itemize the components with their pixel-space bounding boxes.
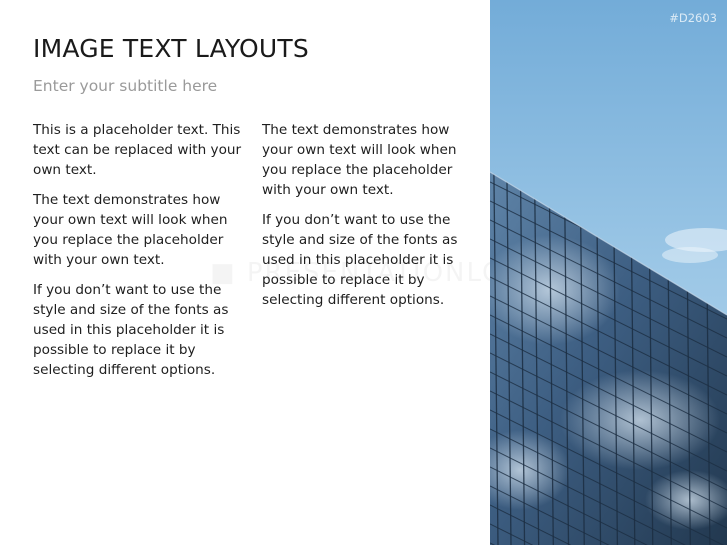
building-photo bbox=[490, 0, 727, 545]
reference-code: #D2603 bbox=[669, 11, 717, 25]
slide-title: IMAGE TEXT LAYOUTS bbox=[33, 34, 309, 63]
paragraph: If you don’t want to use the style and size of the fonts as used in this placeholder it is possible to replace it by selecting different options. bbox=[262, 212, 458, 308]
paragraph: This is a placeholder text. This text can be replaced with your own text. bbox=[33, 122, 242, 178]
paragraph: If you don’t want to use the style and size of the fonts as used in this placeholder it is possible to replace it by selecting different options. bbox=[33, 282, 229, 378]
text-column-left bbox=[33, 120, 248, 390]
slide-subtitle: Enter your subtitle here bbox=[33, 77, 218, 95]
paragraph: The text demonstrates how your own text will look when you replace the placeholder with your own text. bbox=[262, 122, 457, 198]
paragraph: The text demonstrates how your own text will look when you replace the placeholder with your own text. bbox=[33, 192, 228, 268]
text-column-right bbox=[262, 120, 480, 320]
